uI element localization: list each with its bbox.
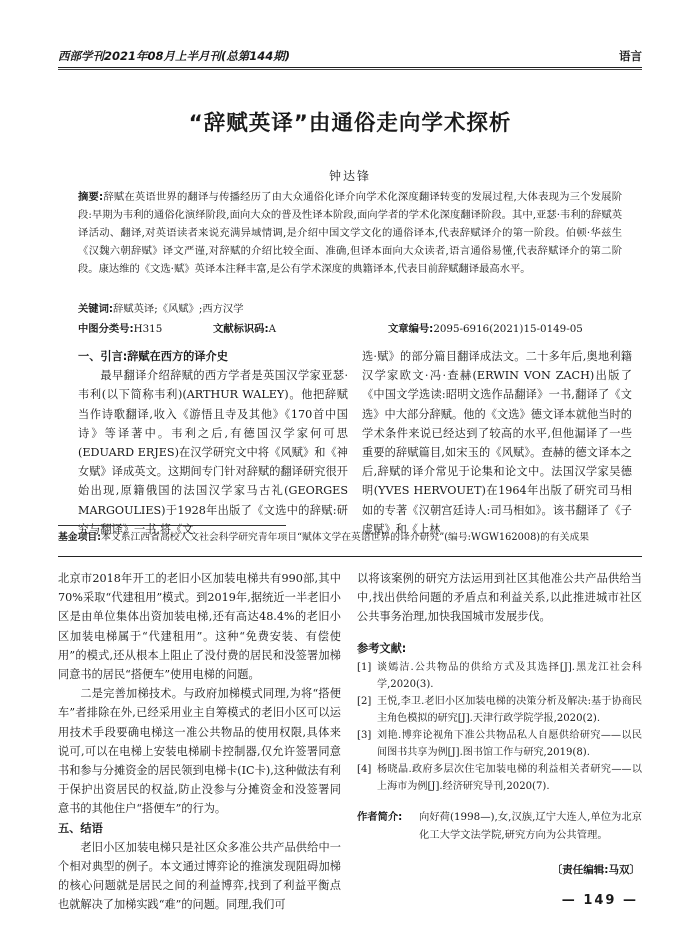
article-label: 文章编号: bbox=[388, 323, 434, 335]
keywords-label: 关键词: bbox=[78, 303, 114, 315]
references-heading: 参考文献: bbox=[357, 642, 407, 655]
page-number: — 149 — bbox=[561, 893, 638, 908]
article-divider bbox=[58, 556, 642, 557]
document-code bbox=[213, 320, 388, 335]
abstract-text: 辞赋在英语世界的翻译与传播经历了由大众通俗化译介向学术化深度翻译转变的发展过程,大体表现为三个发展阶段:早期为韦利的通俗化演绎阶段,面向大众的普及性译本阶段,面向学者的学术化深度翻译阶段。其中,亚瑟·韦利的辞赋英译活动、翻译,对英语读者来说充满异域情调,是介绍中国文学文化的通俗译本,代表辞赋译介的第一阶段。伯顿·华兹生《汉魏六朝辞赋》译文严谨,对辞赋的介绍比较全面、准确,但译本面向大众读者,语言通俗易懂,代表辞赋译介的第二阶段。康达维的《文选·赋》英译本注释丰富,是公有学术深度的典籍译本,代表目前辞赋翻译最高水平。 bbox=[78, 191, 622, 275]
reference-number: [4] bbox=[357, 764, 372, 775]
reference-number: [3] bbox=[357, 730, 372, 741]
reference-number: [2] bbox=[357, 696, 372, 707]
body-column-left-top bbox=[78, 347, 348, 539]
classification-line bbox=[78, 320, 622, 335]
author-bio bbox=[357, 808, 642, 844]
section-heading: 五、结语 bbox=[58, 821, 103, 835]
article-title: “辞赋英译”由通俗走向学术探析 bbox=[188, 111, 512, 136]
journal-name: 西部学刊2021年08月上半月刊(总第144期) bbox=[58, 49, 291, 63]
body-paragraph: 选·赋》的部分篇目翻译成法文。二十多年后,奥地利籍汉学家欧文·冯·查赫(ERWIN VON ZACH)出版了《中国文学选读:昭明文选作品翻译》一书,翻译了《文选》中大部分辞赋。他的《文选》德文译本就他当时的学术条件来说已经达到了较高的水平,但他漏译了一些重要的辞赋篇目,如宋玉的《风赋》。查赫的德文译本之后,辞赋的译介常见于论集和论文中。法国汉学家吴德明(YVES HERVOUET)在1964年出版了研究司马相如的专著《汉朝宫廷诗人:司马相如》。该书翻译了《子虚赋》和《上林 bbox=[362, 350, 632, 536]
reference-text: 谈嫣洁.公共物品的供给方式及其选择[J].黑龙江社会科学,2020(3). bbox=[377, 662, 642, 690]
clc-value: H315 bbox=[133, 323, 163, 335]
body-column-right-bottom bbox=[357, 569, 642, 627]
body-paragraph: 老旧小区加装电梯只是社区众多准公共产品供给中一个相对典型的例子。本文通过博弈论的推演发现阻碍加梯的核心问题就是居民之间的利益博弈,找到了利益平衡点也就解决了加梯实践“难”的问题。同理,我们可 bbox=[58, 840, 341, 912]
references bbox=[357, 640, 642, 795]
reference-item bbox=[357, 659, 642, 693]
reference-text: 刘艳.博弈论视角下准公共物品私人自愿供给研究——以民间图书共享为例[J].图书馆工作与研究,2019(8). bbox=[377, 730, 642, 758]
running-header bbox=[58, 46, 642, 68]
body-column-right-top bbox=[362, 347, 632, 539]
clc-label: 中图分类号: bbox=[78, 323, 134, 335]
body-paragraph: 以将该案例的研究方法运用到社区其他准公共产品供给当中,找出供给问题的矛盾点和利益关系,以此推进城市社区公共事务治理,加快我国城市发展步伐。 bbox=[357, 572, 642, 624]
reference-item bbox=[357, 761, 642, 795]
body-paragraph: 二是完善加梯技术。与政府加梯模式同理,为将“搭便车”者排除在外,已经采用业主自筹模式的老旧小区可以运用技术手段要确电梯这一准公共物品的使用权限,具体来说可,可以在电梯上安装电梯刷卡控制器,仅允许签署同意书和参与分摊资金的居民领到电梯卡(IC卡),这种做法有利于保护出资居民的权益,防止没参与分摊资金和没签署同意书的其他住户“搭便车”的行为。 bbox=[58, 687, 341, 816]
doc-value: A bbox=[268, 323, 277, 335]
reference-item bbox=[357, 727, 642, 761]
abstract-label: 摘要: bbox=[78, 191, 104, 203]
responsible-editor: 〔责任编辑:马双〕 bbox=[551, 864, 640, 876]
funding-footnote bbox=[58, 530, 642, 546]
abstract bbox=[78, 188, 622, 278]
footnote-text: 本文系江西省高校人文社会科学研究青年项目“赋体文学在英语世界的译介研究”(编号:WGW162008)的有关成果 bbox=[101, 532, 590, 543]
keywords bbox=[78, 300, 622, 315]
keywords-text: 辞赋英译;《风赋》;西方汉学 bbox=[113, 303, 244, 315]
reference-item bbox=[357, 693, 642, 727]
footnote-rule bbox=[58, 525, 286, 526]
section-heading: 一、引言:辞赋在西方的译介史 bbox=[78, 350, 228, 363]
body-column-left-bottom bbox=[58, 569, 341, 915]
header-rule bbox=[58, 69, 642, 70]
doc-label: 文献标识码: bbox=[213, 323, 269, 335]
article-number bbox=[388, 320, 583, 335]
body-paragraph: 北京市2018年开工的老旧小区加装电梯共有990部,其中70%采取“代建租用”模式。到2019年,据统近一半老旧小区是由单位集体出资加装电梯,还有高达48.4%的老旧小区加装电梯属于“代建租用”。这种“免费安装、有偿使用”的模式,还从根本上阻止了没付费的居民和没签署加梯同意书的居民“搭便车”使用电梯的问题。 bbox=[58, 572, 341, 682]
clc-number bbox=[78, 320, 213, 335]
author-bio-text: 向好荷(1998—),女,汉族,辽宁大连人,单位为北京化工大学文法学院,研究方向为公共管理。 bbox=[419, 811, 642, 841]
body-paragraph: 最早翻译介绍辞赋的西方学者是英国汉学家亚瑟·韦利(以下简称韦利)(ARTHUR WALEY)。他把辞赋当作诗歌翻译,收入《游悟且寺及其他》《170首中国诗》等译著中。韦利之后,有德国汉学家何可思(EDUARD ERJES)在汉学研究文中将《风赋》和《神女赋》译成英文。这期间专门针对辞赋的翻译研究很开始出现,原籍俄国的法国汉学家马古礼(GEORGES MARGOULIES)于1928年出版了《文选中的辞赋:研究与翻译》一书,将《文 bbox=[78, 369, 348, 536]
section-name: 语言 bbox=[619, 49, 642, 63]
author-bio-label: 作者简介: bbox=[357, 811, 403, 823]
footnote-label: 基金项目: bbox=[58, 532, 102, 543]
reference-text: 杨晓晶.政府多层次住宅加装电梯的利益相关者研究——以上海市为例[J].经济研究导刊,2020(7). bbox=[377, 764, 642, 792]
reference-text: 王悦,李卫.老旧小区加装电梯的决策分析及解决:基于协商民主角色模拟的研究[J].天津行政学院学报,2020(2). bbox=[377, 696, 642, 724]
article-value: 2095-6916(2021)15-0149-05 bbox=[433, 323, 583, 335]
article-author: 钟达锋 bbox=[328, 169, 371, 183]
reference-number: [1] bbox=[357, 662, 372, 673]
